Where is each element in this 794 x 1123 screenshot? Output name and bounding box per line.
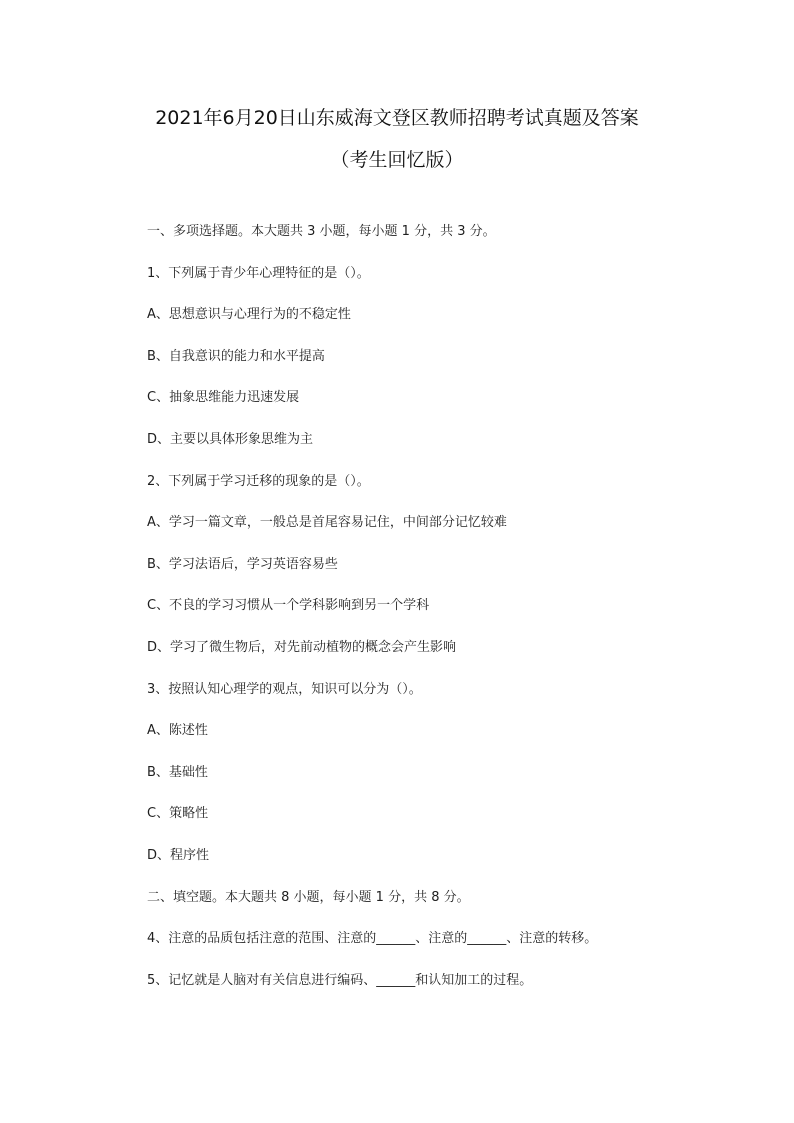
document-title: 2021年6月20日山东威海文登区教师招聘考试真题及答案 — [155, 107, 639, 129]
question-3-option-d: D、程序性 — [147, 847, 210, 863]
question-1-option-a: A、思想意识与心理行为的不稳定性 — [147, 307, 351, 323]
question-5: 5、记忆就是人脑对有关信息进行编码、______和认知加工的过程。 — [147, 972, 533, 988]
question-2-option-a: A、学习一篇文章，一般总是首尾容易记住，中间部分记忆较难 — [147, 515, 507, 531]
question-4: 4、注意的品质包括注意的范围、注意的______、注意的______、注意的转移。 — [147, 931, 598, 947]
question-1: 1、下列属于青少年心理特征的是（）。 — [147, 265, 370, 281]
question-2: 2、下列属于学习迁移的现象的是（）。 — [147, 473, 370, 489]
document-body — [147, 222, 767, 1012]
question-3-option-a: A、陈述性 — [147, 723, 208, 739]
question-1-option-d: D、主要以具体形象思维为主 — [147, 431, 314, 447]
section-heading-multiple-choice: 一、多项选择题。本大题共 3 小题，每小题 1 分，共 3 分。 — [147, 224, 496, 239]
question-3: 3、按照认知心理学的观点，知识可以分为（）。 — [147, 681, 422, 697]
question-2-option-c: C、不良的学习习惯从一个学科影响到另一个学科 — [147, 598, 430, 614]
question-3-option-c: C、策略性 — [147, 806, 209, 822]
question-2-option-d: D、学习了微生物后，对先前动植物的概念会产生影响 — [147, 639, 457, 655]
question-1-option-c: C、抽象思维能力迅速发展 — [147, 390, 300, 406]
question-1-option-b: B、自我意识的能力和水平提高 — [147, 348, 325, 364]
section-heading-fill-in: 二、填空题。本大题共 8 小题，每小题 1 分，共 8 分。 — [147, 889, 470, 905]
document-subtitle: （考生回忆版） — [330, 149, 464, 171]
question-3-option-b: B、基础性 — [147, 764, 208, 780]
question-2-option-b: B、学习法语后，学习英语容易些 — [147, 556, 338, 572]
